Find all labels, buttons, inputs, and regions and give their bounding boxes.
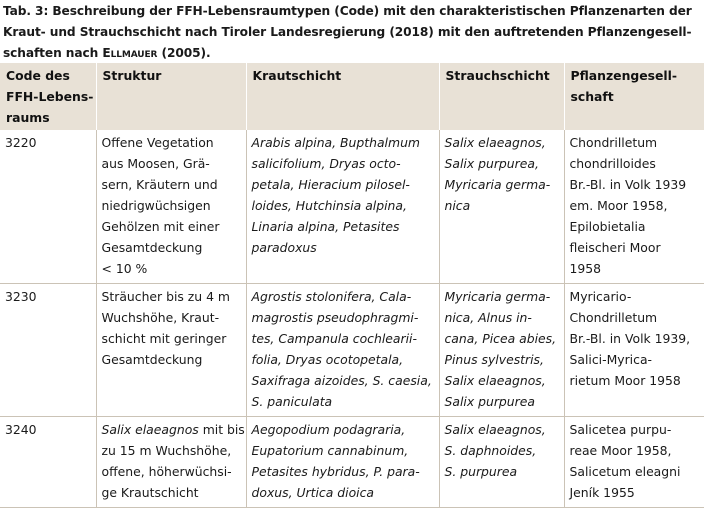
caption-line: Tab. 3: Beschreibung der FFH-Lebensraumtypen (Code) mit den charakteristischen Pflanzenarten der	[3, 4, 692, 18]
table-caption	[3, 1, 703, 64]
header-strauchschicht: Strauchschicht	[439, 63, 564, 130]
header-struktur: Struktur	[96, 63, 246, 130]
cell-krautschicht: Agrostis stolonifera, Cala- magrostis pseudophragmi- tes, Campanula cochlearii- folia, Dryas ocotopetala, Saxifraga aizoides, S. caesia, S. paniculata	[246, 284, 439, 417]
cell-code: 3230	[0, 284, 96, 417]
table-row	[0, 284, 704, 417]
caption-line	[3, 43, 703, 64]
cell-pflanzengesellschaft: Salicetea purpu- reae Moor 1958, Salicetum eleagni Jeník 1955	[564, 417, 704, 508]
species-name: Salix elaeagnos	[101, 422, 199, 437]
caption-line: Kraut- und Strauchschicht nach Tiroler Landesregierung (2018) mit den auftretenden Pflanzengesell-	[3, 25, 692, 39]
table-row	[0, 130, 704, 284]
caption-text: (2005).	[157, 46, 211, 60]
cell-strauchschicht: Salix elaeagnos, Salix purpurea, Myricaria germa- nica	[439, 130, 564, 284]
cell-pflanzengesellschaft: Chondrilletum chondrilloides Br.-Bl. in Volk 1939 em. Moor 1958, Epilobietalia fleischeri Moor 1958	[564, 130, 704, 284]
cell-struktur: Offene Vegetation aus Moosen, Grä- sern, Kräutern und niedrigwüchsigen Gehölzen mit einer Gesamtdeckung < 10 %	[96, 130, 246, 284]
cell-code: 3220	[0, 130, 96, 284]
cell-strauchschicht: Myricaria germa- nica, Alnus in- cana, Picea abies, Pinus sylvestris, Salix elaeagnos, Salix purpurea	[439, 284, 564, 417]
cell-krautschicht: Aegopodium podagraria, Eupatorium cannabinum, Petasites hybridus, P. para- doxus, Urtica dioica	[246, 417, 439, 508]
cell-struktur: Sträucher bis zu 4 m Wuchshöhe, Kraut- schicht mit geringer Gesamtdeckung	[96, 284, 246, 417]
habitat-table	[0, 63, 704, 508]
caption-author: Ellmauer	[102, 46, 158, 60]
cell-pflanzengesellschaft: Myricario- Chondrilletum Br.-Bl. in Volk 1939, Salici-Myrica- rietum Moor 1958	[564, 284, 704, 417]
cell-krautschicht: Arabis alpina, Bupthalmum salicifolium, Dryas octo- petala, Hieracium pilosel- loides, Hutchinsia alpina, Linaria alpina, Petasites paradoxus	[246, 130, 439, 284]
caption-text: schaften nach	[3, 46, 103, 60]
cell-struktur: Salix elaeagnos mit bis zu 15 m Wuchshöhe, offene, höherwüchsi- ge Krautschicht	[96, 417, 246, 508]
header-row	[0, 63, 704, 130]
cell-strauchschicht: Salix elaeagnos, S. daphnoides, S. purpurea	[439, 417, 564, 508]
header-code: Code des FFH-Lebens- raums	[0, 63, 96, 130]
header-krautschicht: Krautschicht	[246, 63, 439, 130]
table-row	[0, 417, 704, 508]
header-pflanzengesellschaft: Pflanzengesell- schaft	[564, 63, 704, 130]
cell-code: 3240	[0, 417, 96, 508]
